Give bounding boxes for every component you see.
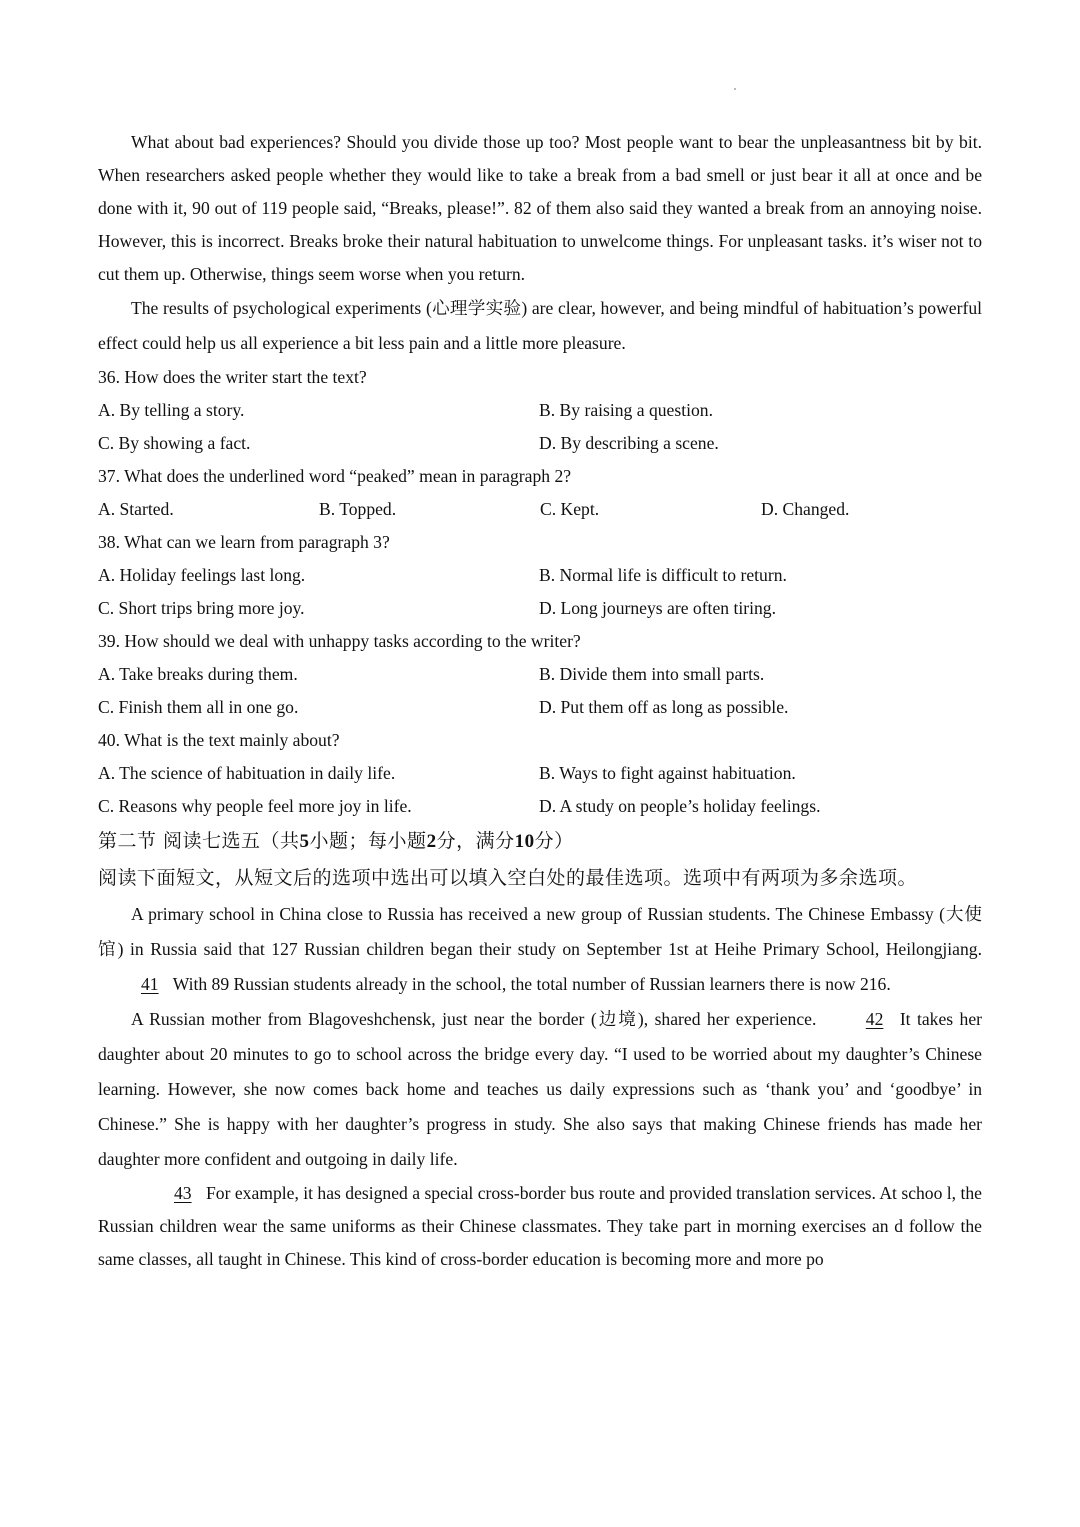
question-40-stem: 40. What is the text mainly about? (98, 730, 340, 750)
q39-option-d: D. Put them off as long as possible. (539, 697, 789, 717)
q39-option-b: B. Divide them into small parts. (539, 664, 765, 684)
q39-option-a: A. Take breaks during them. (98, 664, 298, 684)
question-39-options (98, 658, 982, 724)
q36-option-a: A. By telling a story. (98, 400, 245, 420)
exam-page (98, 126, 982, 1276)
passage-c-paragraph-bad-experiences: What about bad experiences? Should you divide those up too? Most people want to bear the unpleasantness bit by bit. When researchers asked people whether they would like to take a break from a bad smell or just bear it all at once and be done with it, 90 out of 119 people said, “Breaks, please!”. 82 of them also said they wanted a break from an annoying noise. However, this is incorrect. Breaks broke their natural habituation to unwelcome things. For unpleasant tasks. it’s wiser not to cut them up. Otherwise, things seem worse when you return. (98, 132, 982, 284)
q40-option-d: D. A study on people’s holiday feelings. (539, 796, 821, 816)
question-40-options (98, 757, 982, 823)
question-37-options (98, 493, 982, 526)
q38-option-b: B. Normal life is difficult to return. (539, 565, 787, 585)
passage-c-paragraph-conclusion: The results of psychological experiments (心理学实验) are clear, however, and being mindful of habituation’s powerful effect could help us all experience a bit less pain and a little more pleasure. (98, 298, 982, 353)
section-2-heading: 第二节 阅读七选五（共5小题；每小题2分，满分10分） (98, 830, 574, 852)
question-36-options (98, 394, 982, 460)
q36-option-d: D. By describing a scene. (539, 433, 719, 453)
q39-option-c: C. Finish them all in one go. (98, 697, 299, 717)
q37-option-b: B. Topped. (319, 499, 397, 519)
question-37-stem: 37. What does the underlined word “peaked” mean in paragraph 2? (98, 466, 572, 486)
q40-option-b: B. Ways to fight against habituation. (539, 763, 796, 783)
q38-option-a: A. Holiday feelings last long. (98, 565, 306, 585)
q40-option-c: C. Reasons why people feel more joy in life. (98, 796, 412, 816)
q36-option-b: B. By raising a question. (539, 400, 713, 420)
blank-42: 42 (865, 1009, 884, 1029)
section-2-instructions: 阅读下面短文，从短文后的选项中选出可以填入空白处的最佳选项。选项中有两项为多余选项。 (98, 867, 918, 889)
q37-option-c: C. Kept. (540, 499, 600, 519)
blank-41: 41 (141, 974, 159, 994)
q37-option-d: D. Changed. (761, 499, 850, 519)
question-36-stem: 36. How does the writer start the text? (98, 367, 367, 387)
question-39-stem: 39. How should we deal with unhappy tasks according to the writer? (98, 631, 581, 651)
blank-43: 43 (174, 1183, 192, 1203)
question-38-options (98, 559, 982, 625)
q38-option-d: D. Long journeys are often tiring. (539, 598, 776, 618)
q37-option-a: A. Started. (98, 499, 174, 519)
question-38-stem: 38. What can we learn from paragraph 3? (98, 532, 390, 552)
q40-option-a: A. The science of habituation in daily life. (98, 763, 396, 783)
passage-d-paragraph-1: A primary school in China close to Russia has received a new group of Russian students. The Chinese Embassy (大使馆) in Russia said that 127 Russian children began their study on September 1st at Heihe Primary School, Heilongjiang. 41 With 89 Russian students already in the school, the total number of Russian learners there is now 216. (98, 897, 982, 1002)
passage-d-paragraph-3: 43 For example, it has designed a special cross-border bus route and provided translation services. At schoo l, the Russian children wear the same uniforms as their Chinese classmates. They take part in morning exercises an d follow the same classes, all taught in Chinese. This kind of cross-border education is becoming more and more po (98, 1177, 982, 1276)
passage-d-paragraph-2: A Russian mother from Blagoveshchensk, just near the border (边境), shared her experience. 42 It takes her daughter about 20 minutes to go to school across the bridge every day. “I used to be worried about my daughter’s Chinese learning. However, she now comes back home and teaches us daily expressions such as ‘thank you’ and ‘goodbye’ in Chinese.” She is happy with her daughter’s progress in study. She also says that making Chinese friends has made her daughter more confident and outgoing in daily life. (98, 1002, 982, 1177)
q36-option-c: C. By showing a fact. (98, 433, 251, 453)
scan-speck (734, 88, 736, 90)
q38-option-c: C. Short trips bring more joy. (98, 598, 305, 618)
